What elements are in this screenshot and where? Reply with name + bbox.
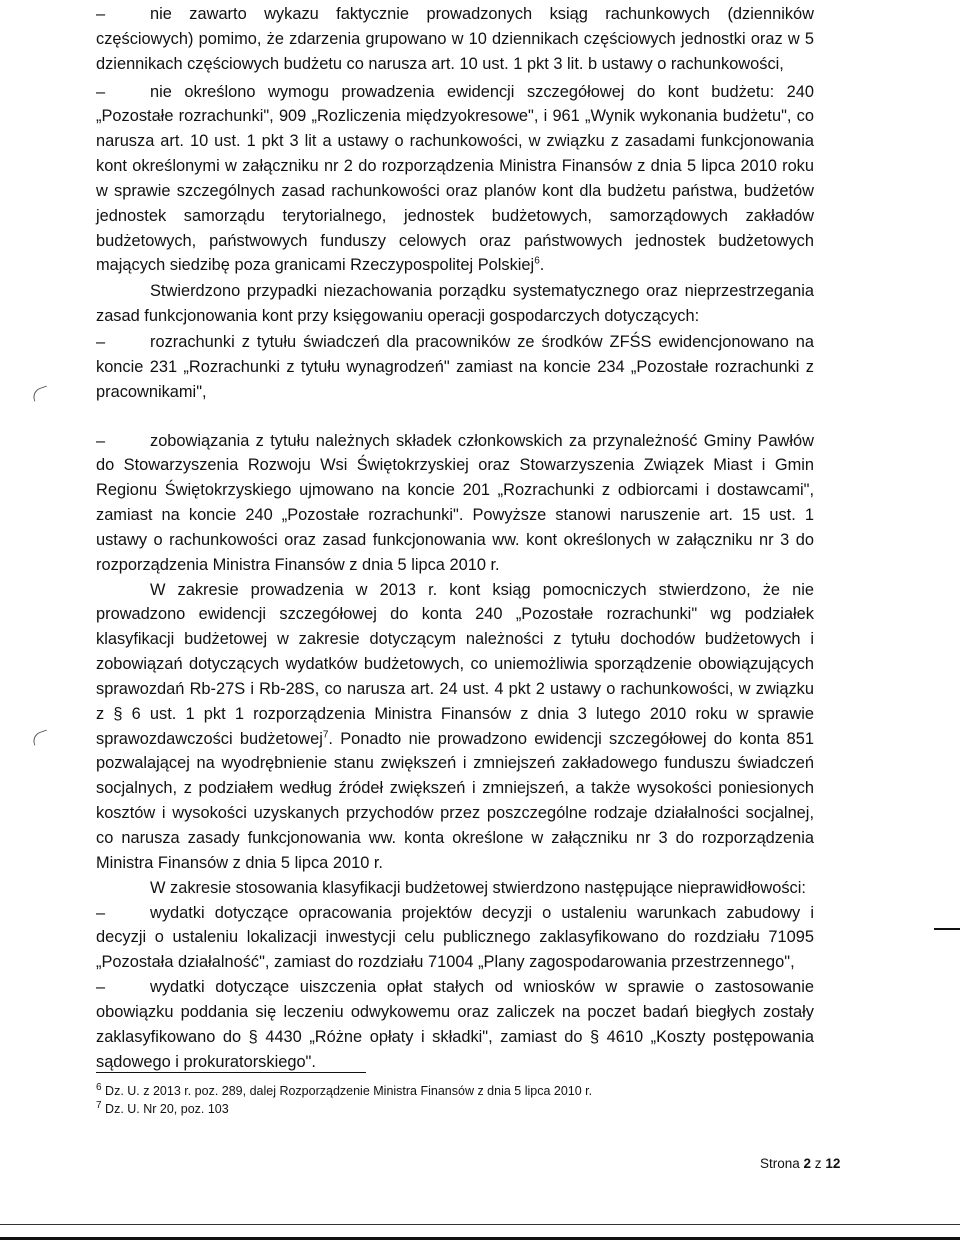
bottom-rule-thick	[0, 1237, 960, 1240]
margin-dash	[934, 928, 960, 930]
page-sep: z	[811, 1156, 826, 1171]
list-item	[96, 330, 814, 405]
paragraph-text: nie określono wymogu prowadzenia ewidencji szczegółowej do kont budżetu: 240 „Pozostałe rozrachunki", 909 „Rozliczenia międzyokresowe", i 961 „Wynik wykonania budżetu", co narusza art. 10 ust. 1 pkt 3 lit a ustawy o rachunkowości, w związku z zasadami funkcjonowania kont określonymi w załączniku nr 2 do rozporządzenia Ministra Finansów z dnia 5 lipca 2010 roku w sprawie szczególnych zasad rachunkowości oraz planów kont dla budżetu państwa, budżetów jednostek samorządu terytorialnego, jednostek budżetowych, samorządowych zakładów budżetowych, państwowych funduszy celowych oraz państwowych jednostek budżetowych mających siedzibę poza granicami Rzeczypospolitej Polskiej	[96, 82, 814, 275]
list-item	[96, 975, 814, 1074]
list-item	[96, 901, 814, 976]
paragraph-text: zobowiązania z tytułu należnych składek członkowskich za przynależność Gminy Pawłów do Stowarzyszenia Rozwoju Wsi Świętokrzyskiej oraz Stowarzyszenia Związek Miast i Gmin Regionu Świętokrzyskiego ujmowano na koncie 201 „Rozrachunki z odbiorcami i dostawcami", zamiast na koncie 240 „Pozostałe rozrachunki". Powyższe stanowi naruszenie art. 15 ust. 1 ustawy o rachunkowości oraz zasad funkcjonowania ww. kont określonych w załączniku nr 3 do rozporządzenia Ministra Finansów z dnia 5 lipca 2010 r.	[96, 431, 814, 574]
page-number	[760, 1156, 840, 1171]
footnote-text: Dz. U. Nr 20, poz. 103	[105, 1102, 229, 1116]
paragraph-text: W zakresie stosowania klasyfikacji budżetowej stwierdzono następujące nieprawidłowości:	[150, 878, 806, 897]
page-total: 12	[825, 1156, 841, 1171]
paragraph-text: wydatki dotyczące opracowania projektów decyzji o ustaleniu warunkach zabudowy i decyzji o ustaleniu lokalizacji inwestycji celu publicznego zaklasyfikowano do rozdziału 71095 „Pozostała działalność", zamiast do rozdziału 71004 „Plany zagospodarowania przestrzennego",	[96, 903, 814, 972]
margin-mark	[31, 729, 51, 745]
footnote-number: 6	[96, 1081, 102, 1093]
paragraph-text: rozrachunki z tytułu świadczeń dla pracowników ze środków ZFŚS ewidencjonowano na koncie 231 „Rozrachunki z tytułu wynagrodzeń" zamiast na koncie 234 „Pozostałe rozrachunki z pracownikami",	[96, 332, 814, 401]
paragraph-text: nie zawarto wykazu faktycznie prowadzonych ksiąg rachunkowych (dzienników częściowych) pomimo, że zdarzenia grupowano w 10 dziennikach częściowych jednostki oraz w 5 dziennikach częściowych budżetu co narusza art. 10 ust. 1 pkt 3 lit. b ustawy o rachunkowości,	[96, 5, 814, 73]
page-prefix: Strona	[760, 1156, 804, 1171]
paragraph-text-after: .	[539, 256, 545, 275]
footnote-text: Dz. U. z 2013 r. poz. 289, dalej Rozporządzenie Ministra Finansów z dnia 5 lipca 2010 r.	[105, 1084, 593, 1098]
footnotes	[96, 1082, 814, 1118]
dash-marker: –	[96, 5, 106, 23]
paragraph-text: W zakresie prowadzenia w 2013 r. kont ksiąg pomocniczych stwierdzono, że nie prowadzono ewidencji szczegółowej do konta 240 „Pozostałe rozrachunki" wg podziałek klasyfikacji budżetowej w zakresie dotyczącym należności z tytułu dochodów budżetowych i zobowiązań dotyczących wydatków budżetowych, co uniemożliwia sporządzenie obowiązujących sprawozdań Rb-27S i Rb-28S, co narusza art. 24 ust. 4 pkt 2 ustawy o rachunkowości, w związku z § 6 ust. 1 pkt 1 rozporządzenia Ministra Finansów z dnia 3 lutego 2010 roku w sprawie sprawozdawczości budżetowej	[96, 580, 814, 748]
footnote	[96, 1100, 814, 1118]
paragraph-text: Stwierdzono przypadki niezachowania porządku systematycznego oraz nieprzestrzegania zasad funkcjonowania kont przy księgowaniu operacji gospodarczych dotyczących:	[96, 282, 814, 326]
document-body	[96, 0, 814, 1074]
paragraph	[96, 578, 814, 876]
dash-marker: –	[96, 332, 106, 351]
paragraph	[96, 876, 814, 901]
list-item	[96, 2, 814, 77]
bottom-rule	[0, 1224, 960, 1225]
footnote-separator	[96, 1072, 366, 1073]
dash-marker: –	[96, 978, 106, 997]
paragraph-text: wydatki dotyczące uiszczenia opłat stałych od wniosków w sprawie o zastosowanie obowiązku poddania się leczeniu odwykowemu oraz zaliczek na poczet badań biegłych zostały zaklasyfikowano do § 4430 „Różne opłaty i składki", zamiast do § 4610 „Koszty postępowania sądowego i prokuratorskiego".	[96, 978, 814, 1071]
list-item	[96, 80, 814, 279]
paragraph-text-after: . Ponadto nie prowadzono ewidencji szczegółowej do konta 851 pozwalającej na wyodrębnienie stanu zwiększeń i zmniejszeń zakładowego funduszu świadczeń socjalnych, z podziałem według źródeł zwiększeń i zmniejszeń, a także wysokości poniesionych kosztów i wysokości uzyskanych przychodów przez poszczególne rodzaje działalności socjalnej, co narusza zasady funkcjonowania ww. konta określone w załączniku nr 3 do rozporządzenia Ministra Finansów z dnia 5 lipca 2010 r.	[96, 729, 814, 872]
footnote-number: 7	[96, 1099, 102, 1111]
page-current: 2	[803, 1156, 812, 1171]
paragraph	[96, 279, 814, 329]
dash-marker: –	[96, 431, 106, 450]
margin-mark	[31, 385, 51, 401]
footnote-ref: 6	[534, 255, 540, 267]
footnote	[96, 1082, 814, 1100]
dash-marker: –	[96, 903, 106, 922]
list-item	[96, 429, 814, 578]
footnote-ref: 7	[322, 729, 329, 741]
dash-marker: –	[96, 82, 106, 101]
